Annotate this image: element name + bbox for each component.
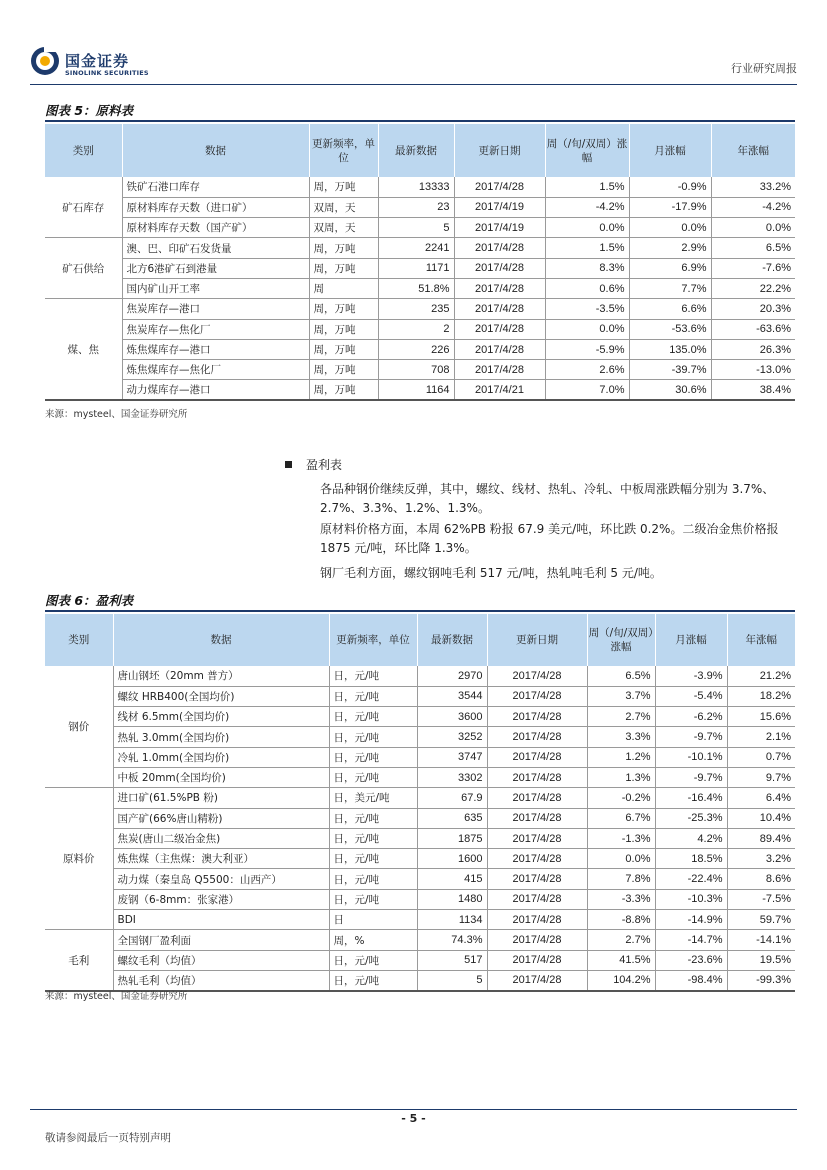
column-header-item: 数据 bbox=[113, 614, 329, 666]
cell-frequency: 日，元/吨 bbox=[329, 808, 417, 828]
table-row bbox=[45, 380, 795, 400]
table-row bbox=[45, 889, 795, 909]
cell-monthly: 2.9% bbox=[629, 238, 711, 258]
category-cell: 毛利 bbox=[45, 930, 113, 991]
cell-latest: 2970 bbox=[417, 666, 487, 686]
cell-yearly: 33.2% bbox=[711, 177, 795, 197]
cell-yearly: 59.7% bbox=[727, 910, 795, 930]
cell-yearly: 19.5% bbox=[727, 950, 795, 970]
cell-monthly: -39.7% bbox=[629, 360, 711, 380]
cell-date: 2017/4/19 bbox=[454, 218, 545, 238]
cell-weekly: 1.5% bbox=[545, 177, 629, 197]
cell-monthly: -3.9% bbox=[655, 666, 727, 686]
table-row bbox=[45, 339, 795, 359]
table-row bbox=[45, 666, 795, 686]
table-row bbox=[45, 788, 795, 808]
cell-weekly: 1.2% bbox=[587, 747, 655, 767]
cell-yearly: 22.2% bbox=[711, 278, 795, 298]
cell-weekly: -5.9% bbox=[545, 339, 629, 359]
page-header bbox=[30, 40, 797, 80]
cell-latest: 1171 bbox=[378, 258, 454, 278]
cell-item: 焦炭库存—焦化厂 bbox=[122, 319, 309, 339]
cell-date: 2017/4/28 bbox=[487, 788, 587, 808]
cell-yearly: -7.6% bbox=[711, 258, 795, 278]
cell-date: 2017/4/28 bbox=[487, 889, 587, 909]
cell-date: 2017/4/28 bbox=[487, 970, 587, 990]
table-row bbox=[45, 238, 795, 258]
cell-latest: 635 bbox=[417, 808, 487, 828]
table-row bbox=[45, 828, 795, 848]
cell-weekly: 41.5% bbox=[587, 950, 655, 970]
cell-monthly: -22.4% bbox=[655, 869, 727, 889]
cell-weekly: -0.2% bbox=[587, 788, 655, 808]
table-row bbox=[45, 747, 795, 767]
footer-divider bbox=[30, 1109, 797, 1110]
cell-date: 2017/4/28 bbox=[454, 299, 545, 319]
cell-date: 2017/4/28 bbox=[454, 258, 545, 278]
table-row bbox=[45, 767, 795, 787]
header-divider bbox=[30, 84, 797, 85]
column-header-yearly: 年涨幅 bbox=[727, 614, 795, 666]
cell-weekly: 1.5% bbox=[545, 238, 629, 258]
cell-frequency: 日 bbox=[329, 910, 417, 930]
cell-frequency: 周，万吨 bbox=[309, 299, 378, 319]
cell-monthly: -14.9% bbox=[655, 910, 727, 930]
cell-frequency: 日，元/吨 bbox=[329, 686, 417, 706]
cell-item: 动力煤库存—港口 bbox=[122, 380, 309, 400]
cell-date: 2017/4/28 bbox=[487, 950, 587, 970]
paragraph-margins: 钢厂毛利方面，螺纹钢吨毛利 517 元/吨，热轧吨毛利 5 元/吨。 bbox=[320, 566, 662, 580]
cell-frequency: 日，元/吨 bbox=[329, 869, 417, 889]
cell-date: 2017/4/28 bbox=[487, 767, 587, 787]
cell-weekly: -3.5% bbox=[545, 299, 629, 319]
footer-disclaimer: 敬请参阅最后一页特别声明 bbox=[45, 1132, 171, 1144]
figure5-title-rule bbox=[45, 120, 795, 122]
column-header-frequency: 更新频率，单位 bbox=[329, 614, 417, 666]
cell-yearly: 38.4% bbox=[711, 380, 795, 400]
cell-weekly: 0.0% bbox=[587, 849, 655, 869]
figure6-title: 图表 6：盈利表 bbox=[45, 593, 134, 608]
cell-frequency: 周，万吨 bbox=[309, 360, 378, 380]
column-header-category: 类别 bbox=[45, 614, 113, 666]
cell-date: 2017/4/28 bbox=[454, 278, 545, 298]
cell-weekly: -1.3% bbox=[587, 828, 655, 848]
cell-weekly: -3.3% bbox=[587, 889, 655, 909]
cell-date: 2017/4/28 bbox=[487, 686, 587, 706]
cell-yearly: 21.2% bbox=[727, 666, 795, 686]
cell-yearly: -99.3% bbox=[727, 970, 795, 990]
table-row bbox=[45, 869, 795, 889]
cell-frequency: 周，万吨 bbox=[309, 339, 378, 359]
cell-frequency: 日，元/吨 bbox=[329, 727, 417, 747]
table-row bbox=[45, 707, 795, 727]
cell-yearly: 89.4% bbox=[727, 828, 795, 848]
column-header-item: 数据 bbox=[122, 124, 309, 177]
cell-yearly: 10.4% bbox=[727, 808, 795, 828]
cell-yearly: 6.4% bbox=[727, 788, 795, 808]
column-header-latest: 最新数据 bbox=[378, 124, 454, 177]
cell-date: 2017/4/28 bbox=[487, 808, 587, 828]
cell-yearly: -63.6% bbox=[711, 319, 795, 339]
cell-yearly: 2.1% bbox=[727, 727, 795, 747]
cell-item: 线材 6.5mm(全国均价) bbox=[113, 707, 329, 727]
cell-latest: 5 bbox=[378, 218, 454, 238]
report-type: 行业研究周报 bbox=[731, 62, 797, 75]
cell-monthly: 6.9% bbox=[629, 258, 711, 278]
cell-monthly: -10.3% bbox=[655, 889, 727, 909]
company-name-en: SINOLINK SECURITIES bbox=[65, 69, 149, 77]
cell-weekly: -8.8% bbox=[587, 910, 655, 930]
cell-weekly: 0.6% bbox=[545, 278, 629, 298]
cell-date: 2017/4/28 bbox=[487, 869, 587, 889]
cell-yearly: 3.2% bbox=[727, 849, 795, 869]
category-cell: 原料价 bbox=[45, 788, 113, 930]
cell-frequency: 日，元/吨 bbox=[329, 828, 417, 848]
section-heading bbox=[285, 456, 342, 473]
cell-latest: 74.3% bbox=[417, 930, 487, 950]
table-row bbox=[45, 686, 795, 706]
cell-date: 2017/4/28 bbox=[454, 360, 545, 380]
cell-monthly: -9.7% bbox=[655, 727, 727, 747]
cell-latest: 3252 bbox=[417, 727, 487, 747]
cell-monthly: 18.5% bbox=[655, 849, 727, 869]
category-cell: 矿石库存 bbox=[45, 177, 122, 238]
cell-frequency: 周，万吨 bbox=[309, 380, 378, 400]
cell-item: 动力煤（秦皇岛 Q5500：山西产） bbox=[113, 869, 329, 889]
cell-item: 铁矿石港口库存 bbox=[122, 177, 309, 197]
cell-item: 焦炭(唐山二级冶金焦) bbox=[113, 828, 329, 848]
cell-yearly: 8.6% bbox=[727, 869, 795, 889]
cell-latest: 415 bbox=[417, 869, 487, 889]
figure6-title-rule bbox=[45, 610, 795, 612]
cell-item: 热轧 3.0mm(全国均价) bbox=[113, 727, 329, 747]
table-row bbox=[45, 319, 795, 339]
column-header-monthly: 月涨幅 bbox=[629, 124, 711, 177]
cell-latest: 1600 bbox=[417, 849, 487, 869]
cell-item: 炼焦煤库存—港口 bbox=[122, 339, 309, 359]
cell-frequency: 周，万吨 bbox=[309, 177, 378, 197]
cell-date: 2017/4/28 bbox=[454, 339, 545, 359]
table-header-row bbox=[45, 124, 795, 177]
table-row bbox=[45, 849, 795, 869]
cell-latest: 517 bbox=[417, 950, 487, 970]
cell-date: 2017/4/28 bbox=[487, 666, 587, 686]
cell-frequency: 日，元/吨 bbox=[329, 849, 417, 869]
cell-frequency: 周，万吨 bbox=[309, 319, 378, 339]
cell-latest: 1134 bbox=[417, 910, 487, 930]
table-row bbox=[45, 910, 795, 930]
cell-monthly: 30.6% bbox=[629, 380, 711, 400]
cell-monthly: -25.3% bbox=[655, 808, 727, 828]
table-row bbox=[45, 299, 795, 319]
cell-frequency: 周 bbox=[309, 278, 378, 298]
cell-item: 北方6港矿石到港量 bbox=[122, 258, 309, 278]
cell-yearly: 26.3% bbox=[711, 339, 795, 359]
cell-date: 2017/4/28 bbox=[487, 747, 587, 767]
cell-item: 澳、巴、印矿石发货量 bbox=[122, 238, 309, 258]
cell-latest: 226 bbox=[378, 339, 454, 359]
paragraph-raw-material: 原材料价格方面，本周 62%PB 粉报 67.9 美元/吨，环比跌 0.2%。二级冶金焦价格报 1875 元/吨，环比降 1.3%。 bbox=[320, 522, 779, 555]
cell-weekly: -4.2% bbox=[545, 197, 629, 217]
cell-yearly: -14.1% bbox=[727, 930, 795, 950]
cell-monthly: -23.6% bbox=[655, 950, 727, 970]
table-row bbox=[45, 177, 795, 197]
cell-latest: 67.9 bbox=[417, 788, 487, 808]
cell-latest: 1480 bbox=[417, 889, 487, 909]
cell-weekly: 104.2% bbox=[587, 970, 655, 990]
cell-latest: 13333 bbox=[378, 177, 454, 197]
company-logo bbox=[30, 44, 190, 80]
cell-frequency: 日，元/吨 bbox=[329, 707, 417, 727]
cell-item: 全国钢厂盈利面 bbox=[113, 930, 329, 950]
column-header-category: 类别 bbox=[45, 124, 122, 177]
cell-item: 国产矿(66%唐山精粉) bbox=[113, 808, 329, 828]
table-header-row bbox=[45, 614, 795, 666]
cell-weekly: 8.3% bbox=[545, 258, 629, 278]
cell-yearly: 18.2% bbox=[727, 686, 795, 706]
table-row bbox=[45, 727, 795, 747]
cell-date: 2017/4/28 bbox=[487, 910, 587, 930]
column-header-weekly: 周（/旬/双周）涨幅 bbox=[587, 614, 655, 666]
cell-monthly: -53.6% bbox=[629, 319, 711, 339]
paragraph-steel-prices: 各品种钢价继续反弹，其中，螺纹、线材、热轧、冷轧、中板周涨跌幅分别为 3.7%、2.7%、3.3%、1.2%、1.3%。 bbox=[320, 482, 775, 515]
sinolink-logo-icon bbox=[30, 46, 60, 76]
cell-date: 2017/4/19 bbox=[454, 197, 545, 217]
cell-latest: 708 bbox=[378, 360, 454, 380]
cell-latest: 3600 bbox=[417, 707, 487, 727]
cell-frequency: 日，元/吨 bbox=[329, 950, 417, 970]
cell-item: 国内矿山开工率 bbox=[122, 278, 309, 298]
cell-monthly: -17.9% bbox=[629, 197, 711, 217]
cell-yearly: 20.3% bbox=[711, 299, 795, 319]
figure6-source: 来源：mysteel、国金证券研究所 bbox=[45, 991, 188, 1002]
cell-latest: 2241 bbox=[378, 238, 454, 258]
cell-monthly: -6.2% bbox=[655, 707, 727, 727]
cell-item: 螺纹 HRB400(全国均价) bbox=[113, 686, 329, 706]
cell-frequency: 双周，天 bbox=[309, 218, 378, 238]
cell-item: 螺纹毛利（均值） bbox=[113, 950, 329, 970]
cell-monthly: -0.9% bbox=[629, 177, 711, 197]
cell-item: BDI bbox=[113, 910, 329, 930]
cell-date: 2017/4/28 bbox=[487, 849, 587, 869]
table-row bbox=[45, 360, 795, 380]
column-header-monthly: 月涨幅 bbox=[655, 614, 727, 666]
category-cell: 煤、焦 bbox=[45, 299, 122, 400]
cell-monthly: 0.0% bbox=[629, 218, 711, 238]
cell-date: 2017/4/28 bbox=[454, 238, 545, 258]
cell-yearly: -13.0% bbox=[711, 360, 795, 380]
cell-item: 冷轧 1.0mm(全国均价) bbox=[113, 747, 329, 767]
bullet-square-icon bbox=[285, 461, 292, 468]
cell-latest: 23 bbox=[378, 197, 454, 217]
cell-latest: 51.8% bbox=[378, 278, 454, 298]
cell-frequency: 日，元/吨 bbox=[329, 889, 417, 909]
cell-date: 2017/4/28 bbox=[487, 930, 587, 950]
table-row bbox=[45, 258, 795, 278]
column-header-yearly: 年涨幅 bbox=[711, 124, 795, 177]
table-row bbox=[45, 197, 795, 217]
column-header-weekly: 周（/旬/双周）涨幅 bbox=[545, 124, 629, 177]
column-header-date: 更新日期 bbox=[487, 614, 587, 666]
cell-frequency: 日，元/吨 bbox=[329, 747, 417, 767]
table-row bbox=[45, 808, 795, 828]
cell-weekly: 2.7% bbox=[587, 930, 655, 950]
cell-item: 原材料库存天数（进口矿） bbox=[122, 197, 309, 217]
figure5-table bbox=[45, 124, 795, 401]
cell-latest: 3302 bbox=[417, 767, 487, 787]
cell-weekly: 0.0% bbox=[545, 319, 629, 339]
table-row bbox=[45, 278, 795, 298]
cell-frequency: 周，% bbox=[329, 930, 417, 950]
cell-yearly: 15.6% bbox=[727, 707, 795, 727]
cell-monthly: -98.4% bbox=[655, 970, 727, 990]
cell-latest: 3544 bbox=[417, 686, 487, 706]
cell-latest: 235 bbox=[378, 299, 454, 319]
cell-date: 2017/4/28 bbox=[487, 707, 587, 727]
cell-weekly: 0.0% bbox=[545, 218, 629, 238]
table-row bbox=[45, 218, 795, 238]
cell-date: 2017/4/28 bbox=[487, 727, 587, 747]
cell-item: 原材料库存天数（国产矿） bbox=[122, 218, 309, 238]
cell-frequency: 日，元/吨 bbox=[329, 970, 417, 990]
cell-latest: 5 bbox=[417, 970, 487, 990]
company-name-cn: 国金证券 bbox=[65, 52, 130, 70]
column-header-frequency: 更新频率，单位 bbox=[309, 124, 378, 177]
cell-weekly: 7.0% bbox=[545, 380, 629, 400]
cell-weekly: 3.3% bbox=[587, 727, 655, 747]
cell-frequency: 日，元/吨 bbox=[329, 666, 417, 686]
cell-monthly: 7.7% bbox=[629, 278, 711, 298]
cell-monthly: 135.0% bbox=[629, 339, 711, 359]
category-cell: 矿石供给 bbox=[45, 238, 122, 299]
cell-monthly: -5.4% bbox=[655, 686, 727, 706]
cell-monthly: -16.4% bbox=[655, 788, 727, 808]
cell-item: 废钢（6-8mm：张家港） bbox=[113, 889, 329, 909]
cell-yearly: 0.0% bbox=[711, 218, 795, 238]
table-row bbox=[45, 950, 795, 970]
cell-frequency: 周，万吨 bbox=[309, 238, 378, 258]
cell-weekly: 2.6% bbox=[545, 360, 629, 380]
cell-weekly: 3.7% bbox=[587, 686, 655, 706]
cell-weekly: 1.3% bbox=[587, 767, 655, 787]
cell-frequency: 日，元/吨 bbox=[329, 767, 417, 787]
cell-monthly: 4.2% bbox=[655, 828, 727, 848]
column-header-date: 更新日期 bbox=[454, 124, 545, 177]
column-header-latest: 最新数据 bbox=[417, 614, 487, 666]
cell-frequency: 周，万吨 bbox=[309, 258, 378, 278]
cell-yearly: -4.2% bbox=[711, 197, 795, 217]
cell-monthly: -9.7% bbox=[655, 767, 727, 787]
cell-item: 中板 20mm(全国均价) bbox=[113, 767, 329, 787]
figure5-title: 图表 5：原料表 bbox=[45, 103, 134, 118]
cell-latest: 3747 bbox=[417, 747, 487, 767]
cell-date: 2017/4/28 bbox=[454, 319, 545, 339]
cell-weekly: 6.5% bbox=[587, 666, 655, 686]
cell-item: 唐山钢坯（20mm 普方） bbox=[113, 666, 329, 686]
cell-frequency: 双周，天 bbox=[309, 197, 378, 217]
cell-item: 炼焦煤（主焦煤：澳大利亚） bbox=[113, 849, 329, 869]
figure5-source: 来源：mysteel、国金证券研究所 bbox=[45, 409, 188, 420]
cell-item: 热轧毛利（均值） bbox=[113, 970, 329, 990]
cell-yearly: 0.7% bbox=[727, 747, 795, 767]
cell-frequency: 日，美元/吨 bbox=[329, 788, 417, 808]
cell-yearly: -7.5% bbox=[727, 889, 795, 909]
table-row bbox=[45, 930, 795, 950]
cell-monthly: 6.6% bbox=[629, 299, 711, 319]
section-heading-text: 盈利表 bbox=[306, 458, 343, 472]
cell-weekly: 2.7% bbox=[587, 707, 655, 727]
cell-yearly: 9.7% bbox=[727, 767, 795, 787]
page-number: - 5 - bbox=[401, 1112, 426, 1125]
cell-date: 2017/4/21 bbox=[454, 380, 545, 400]
cell-date: 2017/4/28 bbox=[454, 177, 545, 197]
cell-latest: 2 bbox=[378, 319, 454, 339]
cell-item: 进口矿(61.5%PB 粉) bbox=[113, 788, 329, 808]
category-cell: 钢价 bbox=[45, 666, 113, 788]
cell-monthly: -10.1% bbox=[655, 747, 727, 767]
cell-item: 炼焦煤库存—焦化厂 bbox=[122, 360, 309, 380]
cell-monthly: -14.7% bbox=[655, 930, 727, 950]
cell-latest: 1875 bbox=[417, 828, 487, 848]
cell-yearly: 6.5% bbox=[711, 238, 795, 258]
cell-item: 焦炭库存—港口 bbox=[122, 299, 309, 319]
cell-weekly: 7.8% bbox=[587, 869, 655, 889]
cell-latest: 1164 bbox=[378, 380, 454, 400]
figure6-table bbox=[45, 614, 795, 992]
cell-weekly: 6.7% bbox=[587, 808, 655, 828]
cell-date: 2017/4/28 bbox=[487, 828, 587, 848]
